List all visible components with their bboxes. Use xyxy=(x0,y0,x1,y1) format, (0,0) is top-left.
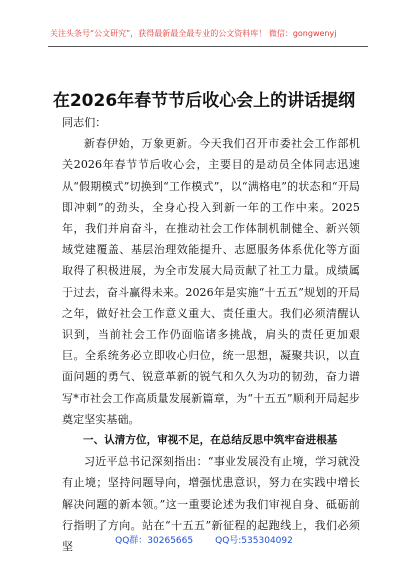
qq-number: QQ号:535304092 xyxy=(215,536,293,546)
header-divider xyxy=(48,46,368,47)
section-heading-1: 一、认清方位，审视不足，在总结反思中筑牢奋进根基 xyxy=(83,434,338,447)
document-title: 在2026年春节节后收心会上的讲话提纲 xyxy=(52,91,356,111)
paragraph-opening: 新春伊始，万象更新。今天我们召开市委社会工作部机关2026年春节节后收心会，主要目的是动员全体同志迅速从“假期模式”切换到“工作模式”，以“满格电”的状态和“开局即冲刺”的劲头，全身心投入到新一年的工作中来。2025年，我们并肩奋斗，在推动社会工作体制机制健全、新兴领域党建覆盖、基层治理效能提升、志愿服务体系优化等方面取得了积极进展，为全市发展大局贡献了社工力量。成绩属于过去，奋斗赢得未来。2026年是实施“十五五”规划的开局之年，做好社会工作意义重大、责任重大。我们必须清醒认识到，当前社会工作仍面临诸多挑战，肩头的责任更加艰巨。全系统务必立即收心归位，统一思想，凝聚共识，以直面问题的勇气、锐意革新的锐气和久久为功的韧劲，奋力谱写*市社会工作高质量发展新篇章，为“十五五”顺利开局起步奠定坚实基础。 xyxy=(62,137,360,426)
qq-group-number: QQ群：30265665 xyxy=(115,536,194,546)
document-body xyxy=(62,112,360,557)
header-promo-note: 关注头条号“公文研究”，获得最新最全最专业的公文资料库！ 微信：gongwenyj xyxy=(50,29,337,38)
footer-contact xyxy=(0,535,408,547)
salutation: 同志们： xyxy=(62,116,107,129)
paragraph-section-1: 习近平总书记深刻指出：“事业发展没有止境，学习就没有止境；坚持问题导向，增强忧患意识，努力在实践中增长解决问题的新本领。”这一重要论述为我们审视自身、砥砺前行指明了方向。站在“十五五”新征程的起跑线上，我们必须坚 xyxy=(62,455,360,554)
